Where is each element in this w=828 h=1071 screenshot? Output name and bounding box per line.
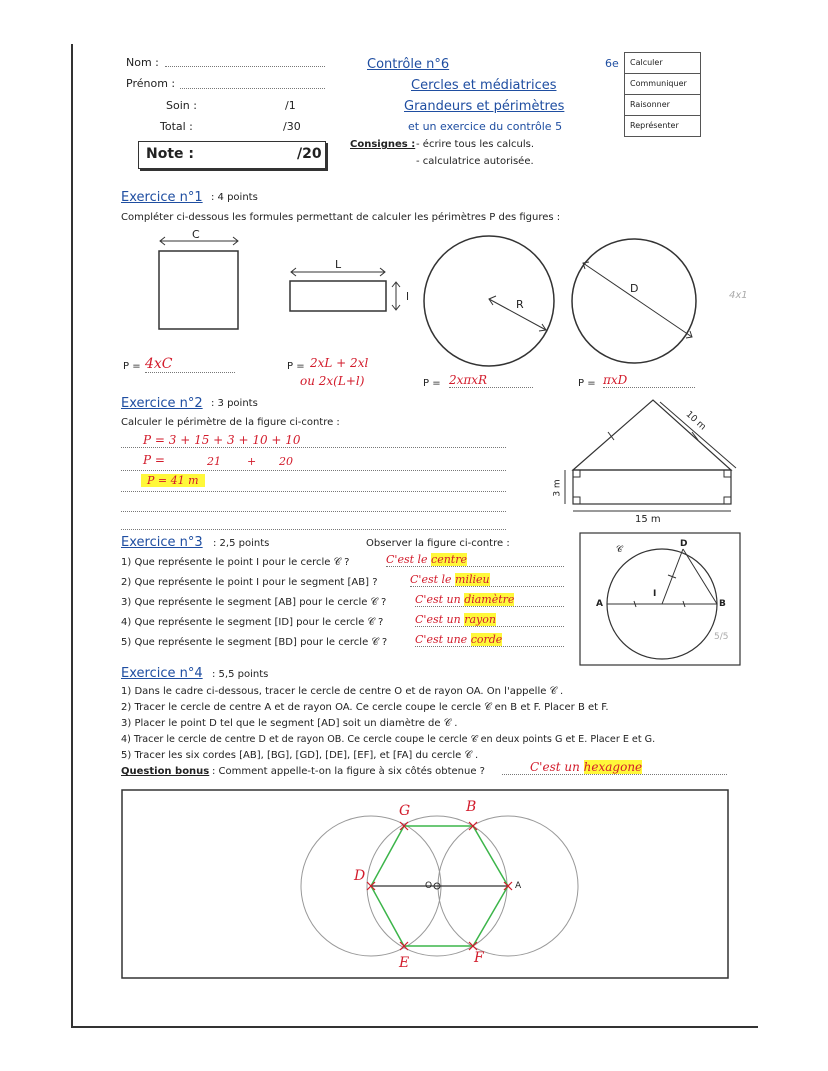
prenom-label: Prénom : — [126, 77, 176, 90]
ex3-answer-1 — [386, 553, 564, 567]
ex3-observe: Observer la figure ci-contre : — [366, 538, 510, 549]
skill-row: Représenter — [630, 121, 679, 130]
ex2-line-5 — [121, 528, 506, 530]
rect-w-label: l — [406, 290, 410, 303]
ex3-answer-4 — [415, 613, 564, 627]
ex4-point-o: O — [425, 881, 433, 891]
bonus-answer — [502, 760, 727, 775]
circle-radius-shape — [424, 236, 554, 366]
nom-label: Nom : — [126, 56, 159, 69]
ex3-answer-prefix: C'est le — [410, 573, 452, 586]
note-label: Note : — [146, 146, 194, 162]
p-label-4: P = — [578, 378, 596, 389]
answer-circle-radius: 2xπxR — [449, 373, 533, 388]
ex2-line-3 — [121, 490, 506, 492]
title-controle: Contrôle n°6 — [367, 57, 450, 72]
ex3-question-5: 5) Que représente le segment [BD] pour le cercle 𝒞 ? — [121, 637, 388, 648]
ex3-answer-prefix: C'est le — [386, 553, 428, 566]
ex2-line-2b: 21 — [207, 455, 221, 468]
rectangle-shape — [290, 281, 386, 311]
skill-row: Raisonner — [625, 95, 700, 116]
ex4-point-g: G — [399, 803, 411, 819]
ex3-answer-2 — [410, 573, 564, 587]
consignes-label: Consignes : — [350, 139, 416, 150]
ex3-frame — [580, 533, 740, 665]
ex2-result: P = 41 m — [141, 474, 205, 487]
answer-circle-diameter: πxD — [603, 373, 695, 388]
skill-row: Calculer — [625, 53, 700, 74]
bonus-text: : Comment appelle-t-on la figure à six côtés obtenue ? — [212, 766, 485, 777]
dim-base-label: 15 m — [635, 514, 661, 525]
ex4-points: : 5,5 points — [212, 669, 269, 680]
slant-dim-line — [660, 402, 736, 468]
ex3-answer-5 — [415, 633, 564, 647]
ex2-line-2d: 20 — [279, 455, 293, 468]
ex3-question-1: 1) Que représente le point I pour le cercle 𝒞 ? — [121, 557, 350, 568]
answer-rect-a: 2xL + 2xl — [310, 356, 369, 370]
bonus-label: Question bonus — [121, 766, 210, 777]
margin-note: 4x1 — [729, 290, 748, 301]
note-value: /20 — [297, 146, 322, 162]
square-c-label: C — [192, 228, 200, 241]
skill-row: Communiquer — [625, 74, 700, 95]
ex4-point-e: E — [399, 955, 410, 971]
ex4-step-2: 2) Tracer le cercle de centre A et de rayon OA. Ce cercle coupe le cercle 𝒞 en B et F. Placer B et F. — [121, 702, 609, 713]
ex3-answer-prefix: C'est une — [415, 633, 468, 646]
soin-value: /1 — [285, 99, 296, 112]
level: 6e — [605, 57, 619, 70]
ex3-question-3: 3) Que représente le segment [AB] pour le cercle 𝒞 ? — [121, 597, 387, 608]
ex3-answer-3 — [415, 593, 564, 607]
circle-diameter-shape — [572, 239, 696, 363]
ex1-points: : 4 points — [211, 192, 258, 203]
answer-rect-b: ou 2x(L+l) — [300, 374, 365, 388]
ex2-instruction: Calculer le périmètre de la figure ci-contre : — [121, 417, 340, 428]
ex3-answer-prefix: C'est un — [415, 613, 461, 626]
ex4-point-b: B — [466, 799, 477, 815]
dim-height-label: 3 m — [552, 479, 563, 497]
ex2-line-2a: P = — [143, 453, 165, 467]
bonus-answer-prefix: C'est un — [530, 760, 580, 774]
bonus-answer-word: hexagone — [583, 760, 643, 774]
soin-label: Soin : — [166, 99, 197, 112]
ex3-fig-a: A — [596, 599, 603, 609]
ex1-instruction: Compléter ci-dessous les formules permettant de calculer les périmètres P des figures : — [121, 212, 561, 223]
ex3-answer-word: rayon — [464, 613, 496, 626]
ex1-title: Exercice n°1 — [121, 190, 203, 205]
ex2-line-2c: + — [247, 455, 257, 468]
total-label: Total : — [160, 120, 193, 133]
consigne-2: - calculatrice autorisée. — [416, 156, 534, 167]
square-shape — [159, 251, 238, 329]
ex2-line-2 — [121, 469, 506, 471]
ex3-fig-b: B — [719, 599, 726, 609]
ex3-chord-bd — [683, 549, 717, 604]
ex3-answer-word: centre — [431, 553, 467, 566]
ex4-step-5: 5) Tracer les six cordes [AB], [BG], [GD], [DE], [EF], et [FA] du cercle 𝒞 . — [121, 750, 479, 761]
ex3-title: Exercice n°3 — [121, 535, 203, 550]
ex2-line-4 — [121, 510, 506, 512]
ex4-step-4: 4) Tracer le cercle de centre D et de rayon OB. Ce cercle coupe le cercle 𝒞 en deux points G et E. Placer E et G. — [121, 734, 656, 745]
p-label-3: P = — [423, 378, 441, 389]
ex4-step-1: 1) Dans le cadre ci-dessous, tracer le cercle de centre O et de rayon OA. On l'appelle 𝒞 . — [121, 686, 564, 697]
ex3-question-4: 4) Que représente le segment [ID] pour le cercle 𝒞 ? — [121, 617, 384, 628]
ex4-point-f: F — [474, 950, 484, 966]
p-label-2: P = — [287, 361, 305, 372]
ex3-question-2: 2) Que représente le point I pour le segment [AB] ? — [121, 577, 378, 588]
ex2-points: : 3 points — [211, 398, 258, 409]
ex3-fig-d: D — [680, 539, 688, 549]
ex3-answer-prefix: C'est un — [415, 593, 461, 606]
ex3-points: : 2,5 points — [213, 538, 270, 549]
ex2-line-1: P = 3 + 15 + 3 + 10 + 10 — [121, 433, 506, 448]
house-base — [573, 470, 731, 504]
house-roof — [573, 400, 731, 470]
ex4-step-3: 3) Placer le point D tel que le segment [AD] soit un diamètre de 𝒞 . — [121, 718, 458, 729]
ex2-title: Exercice n°2 — [121, 396, 203, 411]
subtitle: et un exercice du contrôle 5 — [408, 120, 563, 133]
title-cercles: Cercles et médiatrices — [411, 78, 557, 93]
radius-label: R — [516, 298, 524, 311]
ex3-answer-word: milieu — [455, 573, 490, 586]
diameter-label: D — [630, 282, 639, 295]
ex3-score: 5/5 — [714, 632, 729, 642]
ex3-fig-c: 𝒞 — [616, 545, 623, 555]
total-value: /30 — [283, 120, 301, 133]
dim-slant-label: 10 m — [683, 409, 708, 433]
p-label-1: P = — [123, 361, 141, 372]
ex4-point-a: A — [515, 881, 522, 891]
rect-l-label: L — [335, 258, 342, 271]
ex3-answer-word: diamètre — [464, 593, 515, 606]
consigne-1: - écrire tous les calculs. — [416, 139, 535, 150]
diameter-arrow — [583, 263, 692, 337]
ex3-answer-word: corde — [470, 633, 503, 646]
ex4-title: Exercice n°4 — [121, 666, 203, 681]
ex4-point-d: D — [354, 868, 366, 884]
ex3-fig-i: I — [653, 589, 657, 599]
title-grandeurs: Grandeurs et périmètres — [404, 99, 565, 114]
answer-square: 4xC — [145, 356, 235, 373]
